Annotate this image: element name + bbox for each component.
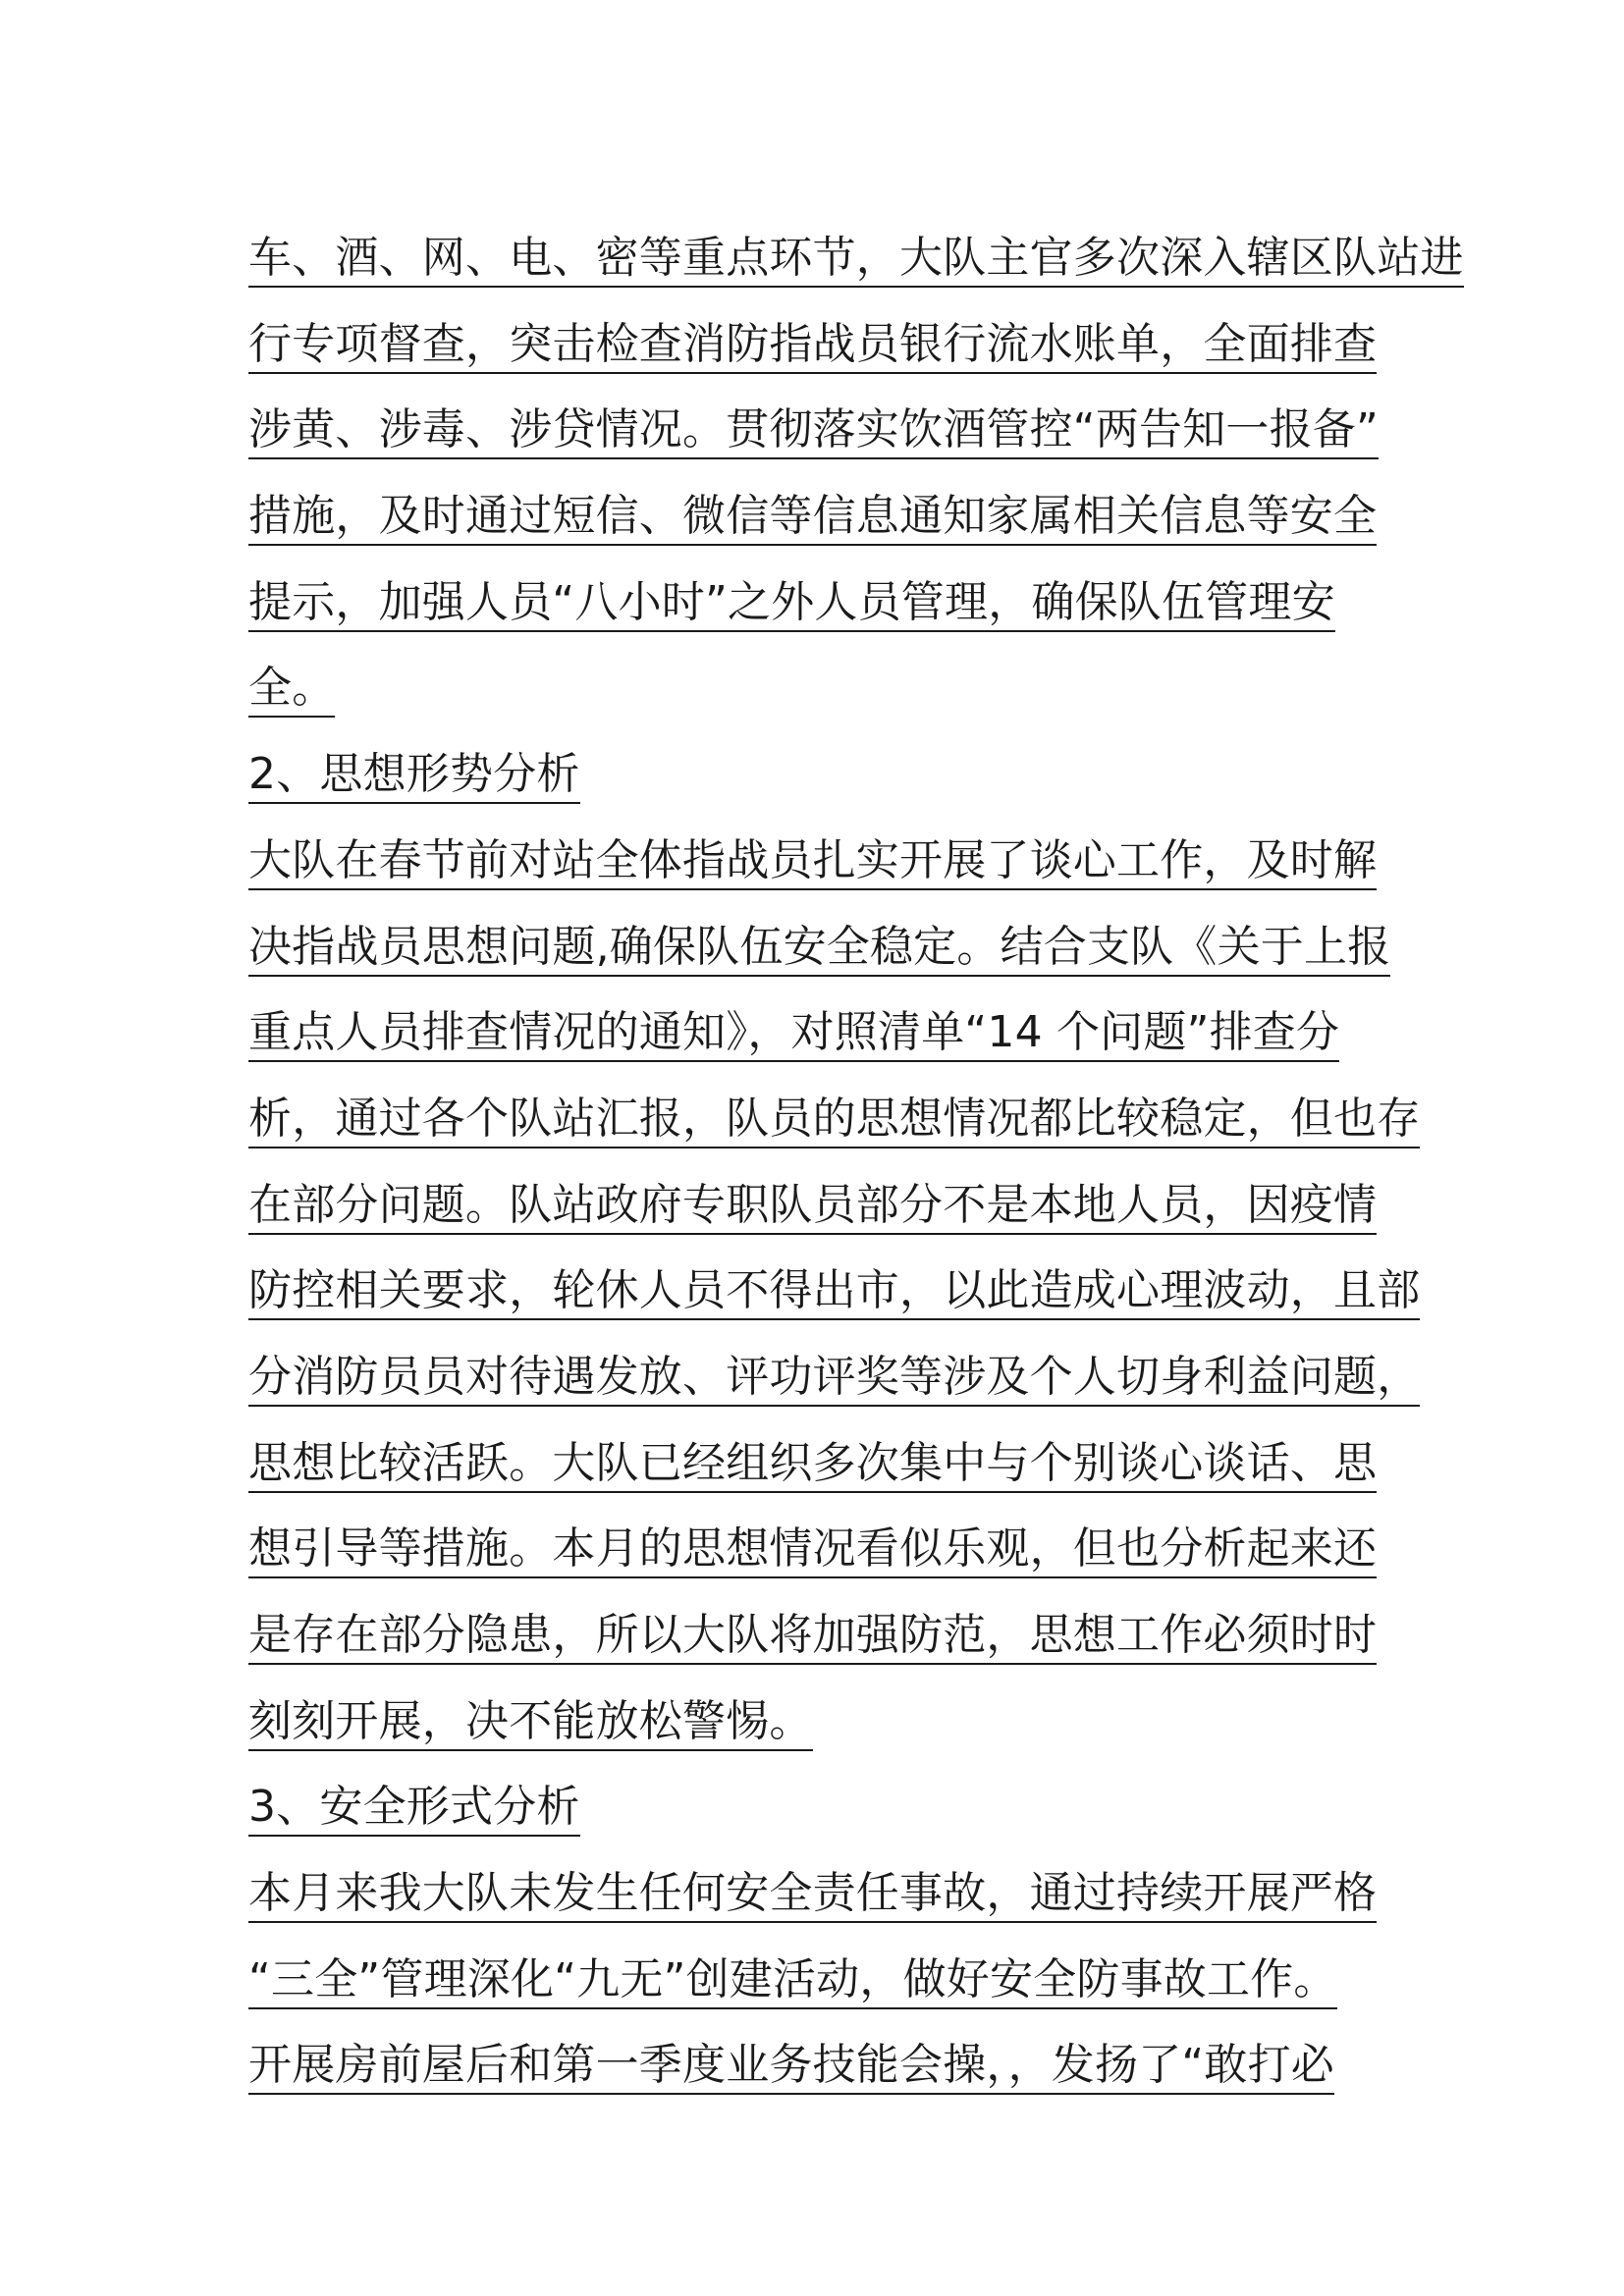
text-line-content: 是存在部分隐患，所以大队将加强防范，思想工作必须时时	[248, 1598, 1377, 1665]
text-line	[248, 479, 1466, 565]
text-line-content: 决指战员思想问题,确保队伍安全稳定。结合支队《关于上报	[248, 910, 1390, 977]
text-line	[248, 1426, 1466, 1513]
text-line-content: 提示，加强人员“八小时”之外人员管理，确保队伍管理安	[248, 565, 1335, 632]
text-line-content: 在部分问题。队站政府专职队员部分不是本地人员，因疫情	[248, 1168, 1377, 1235]
text-line	[248, 1598, 1466, 1684]
text-line	[248, 2028, 1466, 2114]
text-line-content: 行专项督查，突击检查消防指战员银行流水账单，全面排查	[248, 307, 1377, 374]
text-line-content: 措施，及时通过短信、微信等信息通知家属相关信息等安全	[248, 479, 1377, 546]
section-heading-text: 3、安全形式分析	[248, 1770, 580, 1837]
text-line	[248, 1082, 1466, 1168]
text-line-content: 全。	[248, 651, 335, 718]
text-line	[248, 393, 1466, 479]
text-line-content: 分消防员员对待遇发放、评功评奖等涉及个人切身利益问题，	[248, 1340, 1420, 1407]
text-line	[248, 1856, 1466, 1943]
text-line	[248, 910, 1466, 996]
section-heading-text: 2、思想形势分析	[248, 737, 580, 804]
text-line	[248, 1168, 1466, 1255]
text-line-content: 防控相关要求，轮休人员不得出市，以此造成心理波动，且部	[248, 1254, 1420, 1320]
text-line-content: 析，通过各个队站汇报，队员的思想情况都比较稳定，但也存	[248, 1082, 1420, 1148]
text-line-content: 大队在春节前对站全体指战员扎实开展了谈心工作，及时解	[248, 824, 1377, 890]
text-line	[248, 1943, 1466, 2029]
text-line	[248, 1512, 1466, 1598]
text-line	[248, 565, 1466, 652]
text-line	[248, 1254, 1466, 1340]
section-heading-safety	[248, 1770, 1466, 1856]
text-line-content: “三全”管理深化“九无”创建活动，做好安全防事故工作。	[248, 1943, 1337, 2009]
text-line-content: 想引导等措施。本月的思想情况看似乐观，但也分析起来还	[248, 1512, 1377, 1578]
text-line	[248, 307, 1466, 394]
text-line-content: 开展房前屋后和第一季度业务技能会操，，发扬了“敢打必	[248, 2028, 1334, 2095]
text-line-content: 思想比较活跃。大队已经组织多次集中与个别谈心谈话、思	[248, 1426, 1377, 1493]
text-line	[248, 221, 1466, 307]
text-line-content: 车、酒、网、电、密等重点环节，大队主官多次深入辖区队站进	[248, 221, 1464, 288]
text-line-content: 本月来我大队未发生任何安全责任事故，通过持续开展严格	[248, 1856, 1377, 1923]
text-line	[248, 1340, 1466, 1426]
document-body	[248, 221, 1466, 2114]
text-line	[248, 651, 1466, 737]
text-line-content: 刻刻开展，决不能放松警惕。	[248, 1684, 813, 1751]
text-line	[248, 824, 1466, 910]
text-line	[248, 1684, 1466, 1771]
text-line	[248, 995, 1466, 1082]
text-line-content: 涉黄、涉毒、涉贷情况。贯彻落实饮酒管控“两告知一报备”	[248, 393, 1379, 459]
section-heading-thought	[248, 737, 1466, 824]
text-line-content: 重点人员排查情况的通知》，对照清单“14 个问题”排查分	[248, 995, 1339, 1062]
